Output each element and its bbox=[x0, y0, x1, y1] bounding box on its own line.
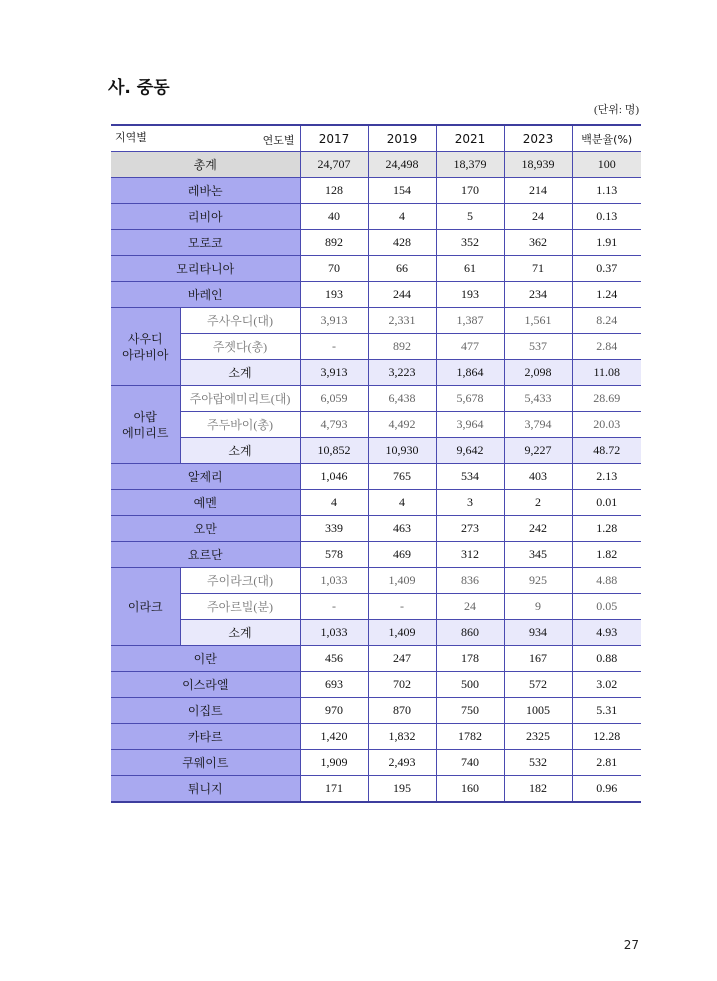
country-row bbox=[111, 178, 641, 204]
region-label: 이란 bbox=[111, 646, 300, 672]
count-cell: 1,909 bbox=[300, 750, 368, 776]
year-header: 2017 bbox=[300, 125, 368, 152]
count-cell: 5,678 bbox=[436, 386, 504, 412]
region-label: 튀니지 bbox=[111, 776, 300, 803]
count-cell: 1,832 bbox=[368, 724, 436, 750]
total-row bbox=[111, 152, 641, 178]
count-cell: 2,331 bbox=[368, 308, 436, 334]
percent-cell: 8.24 bbox=[572, 308, 641, 334]
count-cell: 214 bbox=[504, 178, 572, 204]
count-cell: 242 bbox=[504, 516, 572, 542]
section-title: 사. 중동 bbox=[108, 78, 170, 98]
header-corner-cell bbox=[111, 125, 300, 152]
count-cell: 500 bbox=[436, 672, 504, 698]
count-cell: 160 bbox=[436, 776, 504, 803]
count-cell: 182 bbox=[504, 776, 572, 803]
region-label: 이집트 bbox=[111, 698, 300, 724]
country-row bbox=[111, 204, 641, 230]
region-label: 바레인 bbox=[111, 282, 300, 308]
count-cell: 195 bbox=[368, 776, 436, 803]
region-group-label: 아랍 에미리트 bbox=[111, 386, 180, 464]
year-header: 2023 bbox=[504, 125, 572, 152]
year-header: 2019 bbox=[368, 125, 436, 152]
percent-cell: 0.01 bbox=[572, 490, 641, 516]
country-row bbox=[111, 464, 641, 490]
year-header: 2021 bbox=[436, 125, 504, 152]
count-cell: 1,387 bbox=[436, 308, 504, 334]
count-cell: 171 bbox=[300, 776, 368, 803]
count-cell: 765 bbox=[368, 464, 436, 490]
count-cell: 2325 bbox=[504, 724, 572, 750]
percent-cell: 2.81 bbox=[572, 750, 641, 776]
count-cell: 66 bbox=[368, 256, 436, 282]
sub-region-label: 주이라크(대) bbox=[180, 568, 300, 594]
count-cell: 167 bbox=[504, 646, 572, 672]
count-cell: 312 bbox=[436, 542, 504, 568]
region-label: 예멘 bbox=[111, 490, 300, 516]
sub-region-row bbox=[111, 412, 641, 438]
count-cell: 1,864 bbox=[436, 360, 504, 386]
count-cell: 4,793 bbox=[300, 412, 368, 438]
region-label: 오만 bbox=[111, 516, 300, 542]
count-cell: 836 bbox=[436, 568, 504, 594]
statistics-table bbox=[111, 124, 641, 803]
country-row bbox=[111, 230, 641, 256]
percent-cell: 2.84 bbox=[572, 334, 641, 360]
header-row bbox=[111, 125, 641, 152]
count-cell: 128 bbox=[300, 178, 368, 204]
region-group-label: 사우디 아라비아 bbox=[111, 308, 180, 386]
count-cell: 2,098 bbox=[504, 360, 572, 386]
count-cell: 892 bbox=[368, 334, 436, 360]
count-cell: 339 bbox=[300, 516, 368, 542]
count-cell: 6,438 bbox=[368, 386, 436, 412]
count-cell: 1782 bbox=[436, 724, 504, 750]
sub-region-row bbox=[111, 386, 641, 412]
subtotal-label: 소계 bbox=[180, 620, 300, 646]
count-cell: 40 bbox=[300, 204, 368, 230]
count-cell: 24 bbox=[436, 594, 504, 620]
count-cell: 532 bbox=[504, 750, 572, 776]
region-label: 이스라엘 bbox=[111, 672, 300, 698]
count-cell: 24 bbox=[504, 204, 572, 230]
count-cell: 10,852 bbox=[300, 438, 368, 464]
percent-cell: 1.24 bbox=[572, 282, 641, 308]
count-cell: 4 bbox=[368, 204, 436, 230]
count-cell: 3,913 bbox=[300, 308, 368, 334]
count-cell: 456 bbox=[300, 646, 368, 672]
count-cell: 10,930 bbox=[368, 438, 436, 464]
count-cell: 71 bbox=[504, 256, 572, 282]
percent-cell: 0.13 bbox=[572, 204, 641, 230]
count-cell: 24,707 bbox=[300, 152, 368, 178]
count-cell: 4 bbox=[300, 490, 368, 516]
count-cell: 970 bbox=[300, 698, 368, 724]
percent-cell: 48.72 bbox=[572, 438, 641, 464]
percent-cell: 0.96 bbox=[572, 776, 641, 803]
count-cell: 428 bbox=[368, 230, 436, 256]
country-row bbox=[111, 516, 641, 542]
percent-cell: 28.69 bbox=[572, 386, 641, 412]
region-label: 카타르 bbox=[111, 724, 300, 750]
count-cell: 1005 bbox=[504, 698, 572, 724]
count-cell: 5,433 bbox=[504, 386, 572, 412]
count-cell: 362 bbox=[504, 230, 572, 256]
count-cell: 178 bbox=[436, 646, 504, 672]
percent-cell: 100 bbox=[572, 152, 641, 178]
region-label: 요르단 bbox=[111, 542, 300, 568]
count-cell: 18,379 bbox=[436, 152, 504, 178]
subtotal-row bbox=[111, 438, 641, 464]
count-cell: 892 bbox=[300, 230, 368, 256]
count-cell: 4 bbox=[368, 490, 436, 516]
country-row bbox=[111, 724, 641, 750]
count-cell: 750 bbox=[436, 698, 504, 724]
count-cell: - bbox=[300, 334, 368, 360]
sub-region-row bbox=[111, 568, 641, 594]
count-cell: 1,033 bbox=[300, 568, 368, 594]
percent-cell: 12.28 bbox=[572, 724, 641, 750]
count-cell: - bbox=[368, 594, 436, 620]
count-cell: 860 bbox=[436, 620, 504, 646]
count-cell: 345 bbox=[504, 542, 572, 568]
count-cell: 154 bbox=[368, 178, 436, 204]
percent-cell: 4.93 bbox=[572, 620, 641, 646]
count-cell: 870 bbox=[368, 698, 436, 724]
sub-region-label: 주아랍에미리트(대) bbox=[180, 386, 300, 412]
country-row bbox=[111, 542, 641, 568]
region-label: 알제리 bbox=[111, 464, 300, 490]
count-cell: 1,561 bbox=[504, 308, 572, 334]
count-cell: 578 bbox=[300, 542, 368, 568]
count-cell: 193 bbox=[300, 282, 368, 308]
subtotal-row bbox=[111, 620, 641, 646]
subtotal-label: 소계 bbox=[180, 360, 300, 386]
country-row bbox=[111, 698, 641, 724]
count-cell: 352 bbox=[436, 230, 504, 256]
count-cell: 244 bbox=[368, 282, 436, 308]
sub-region-row bbox=[111, 308, 641, 334]
percent-cell: 2.13 bbox=[572, 464, 641, 490]
count-cell: 234 bbox=[504, 282, 572, 308]
region-label: 레바논 bbox=[111, 178, 300, 204]
sub-region-label: 주젯다(총) bbox=[180, 334, 300, 360]
percent-cell: 1.28 bbox=[572, 516, 641, 542]
country-row bbox=[111, 490, 641, 516]
count-cell: 61 bbox=[436, 256, 504, 282]
region-label: 총계 bbox=[111, 152, 300, 178]
page-number: 27 bbox=[623, 938, 639, 952]
count-cell: 24,498 bbox=[368, 152, 436, 178]
count-cell: 534 bbox=[436, 464, 504, 490]
percent-header: 백분율(%) bbox=[572, 125, 641, 152]
percent-cell: 4.88 bbox=[572, 568, 641, 594]
count-cell: 537 bbox=[504, 334, 572, 360]
count-cell: 70 bbox=[300, 256, 368, 282]
count-cell: 702 bbox=[368, 672, 436, 698]
count-cell: 925 bbox=[504, 568, 572, 594]
percent-cell: 1.82 bbox=[572, 542, 641, 568]
percent-cell: 3.02 bbox=[572, 672, 641, 698]
count-cell: 1,033 bbox=[300, 620, 368, 646]
percent-cell: 5.31 bbox=[572, 698, 641, 724]
count-cell: 477 bbox=[436, 334, 504, 360]
unit-note: (단위: 명) bbox=[593, 104, 639, 116]
count-cell: 1,420 bbox=[300, 724, 368, 750]
count-cell: 247 bbox=[368, 646, 436, 672]
count-cell: 572 bbox=[504, 672, 572, 698]
count-cell: 9,227 bbox=[504, 438, 572, 464]
count-cell: 934 bbox=[504, 620, 572, 646]
count-cell: 3 bbox=[436, 490, 504, 516]
sub-region-label: 주두바이(총) bbox=[180, 412, 300, 438]
country-row bbox=[111, 282, 641, 308]
percent-cell: 0.05 bbox=[572, 594, 641, 620]
subtotal-label: 소계 bbox=[180, 438, 300, 464]
count-cell: 1,409 bbox=[368, 620, 436, 646]
percent-cell: 11.08 bbox=[572, 360, 641, 386]
country-row bbox=[111, 672, 641, 698]
count-cell: 3,223 bbox=[368, 360, 436, 386]
count-cell: 3,913 bbox=[300, 360, 368, 386]
country-row bbox=[111, 256, 641, 282]
count-cell: 740 bbox=[436, 750, 504, 776]
count-cell: 2 bbox=[504, 490, 572, 516]
table-body bbox=[111, 152, 641, 803]
country-row bbox=[111, 776, 641, 803]
percent-cell: 1.13 bbox=[572, 178, 641, 204]
subtotal-row bbox=[111, 360, 641, 386]
count-cell: 463 bbox=[368, 516, 436, 542]
region-label: 모리타니아 bbox=[111, 256, 300, 282]
country-row bbox=[111, 646, 641, 672]
region-label: 리비아 bbox=[111, 204, 300, 230]
region-group-label: 이라크 bbox=[111, 568, 180, 646]
count-cell: 3,964 bbox=[436, 412, 504, 438]
count-cell: 193 bbox=[436, 282, 504, 308]
count-cell: 9 bbox=[504, 594, 572, 620]
percent-cell: 0.37 bbox=[572, 256, 641, 282]
count-cell: 403 bbox=[504, 464, 572, 490]
count-cell: - bbox=[300, 594, 368, 620]
count-cell: 1,046 bbox=[300, 464, 368, 490]
count-cell: 693 bbox=[300, 672, 368, 698]
corner-year-label: 연도별 bbox=[262, 134, 295, 147]
count-cell: 9,642 bbox=[436, 438, 504, 464]
count-cell: 2,493 bbox=[368, 750, 436, 776]
sub-region-label: 주아르빌(분) bbox=[180, 594, 300, 620]
count-cell: 273 bbox=[436, 516, 504, 542]
count-cell: 170 bbox=[436, 178, 504, 204]
count-cell: 18,939 bbox=[504, 152, 572, 178]
percent-cell: 0.88 bbox=[572, 646, 641, 672]
count-cell: 3,794 bbox=[504, 412, 572, 438]
percent-cell: 1.91 bbox=[572, 230, 641, 256]
count-cell: 6,059 bbox=[300, 386, 368, 412]
country-row bbox=[111, 750, 641, 776]
sub-region-row bbox=[111, 594, 641, 620]
corner-region-label: 지역별 bbox=[115, 131, 147, 144]
count-cell: 5 bbox=[436, 204, 504, 230]
region-label: 모로코 bbox=[111, 230, 300, 256]
count-cell: 469 bbox=[368, 542, 436, 568]
sub-region-row bbox=[111, 334, 641, 360]
sub-region-label: 주사우디(대) bbox=[180, 308, 300, 334]
count-cell: 1,409 bbox=[368, 568, 436, 594]
region-label: 쿠웨이트 bbox=[111, 750, 300, 776]
count-cell: 4,492 bbox=[368, 412, 436, 438]
percent-cell: 20.03 bbox=[572, 412, 641, 438]
